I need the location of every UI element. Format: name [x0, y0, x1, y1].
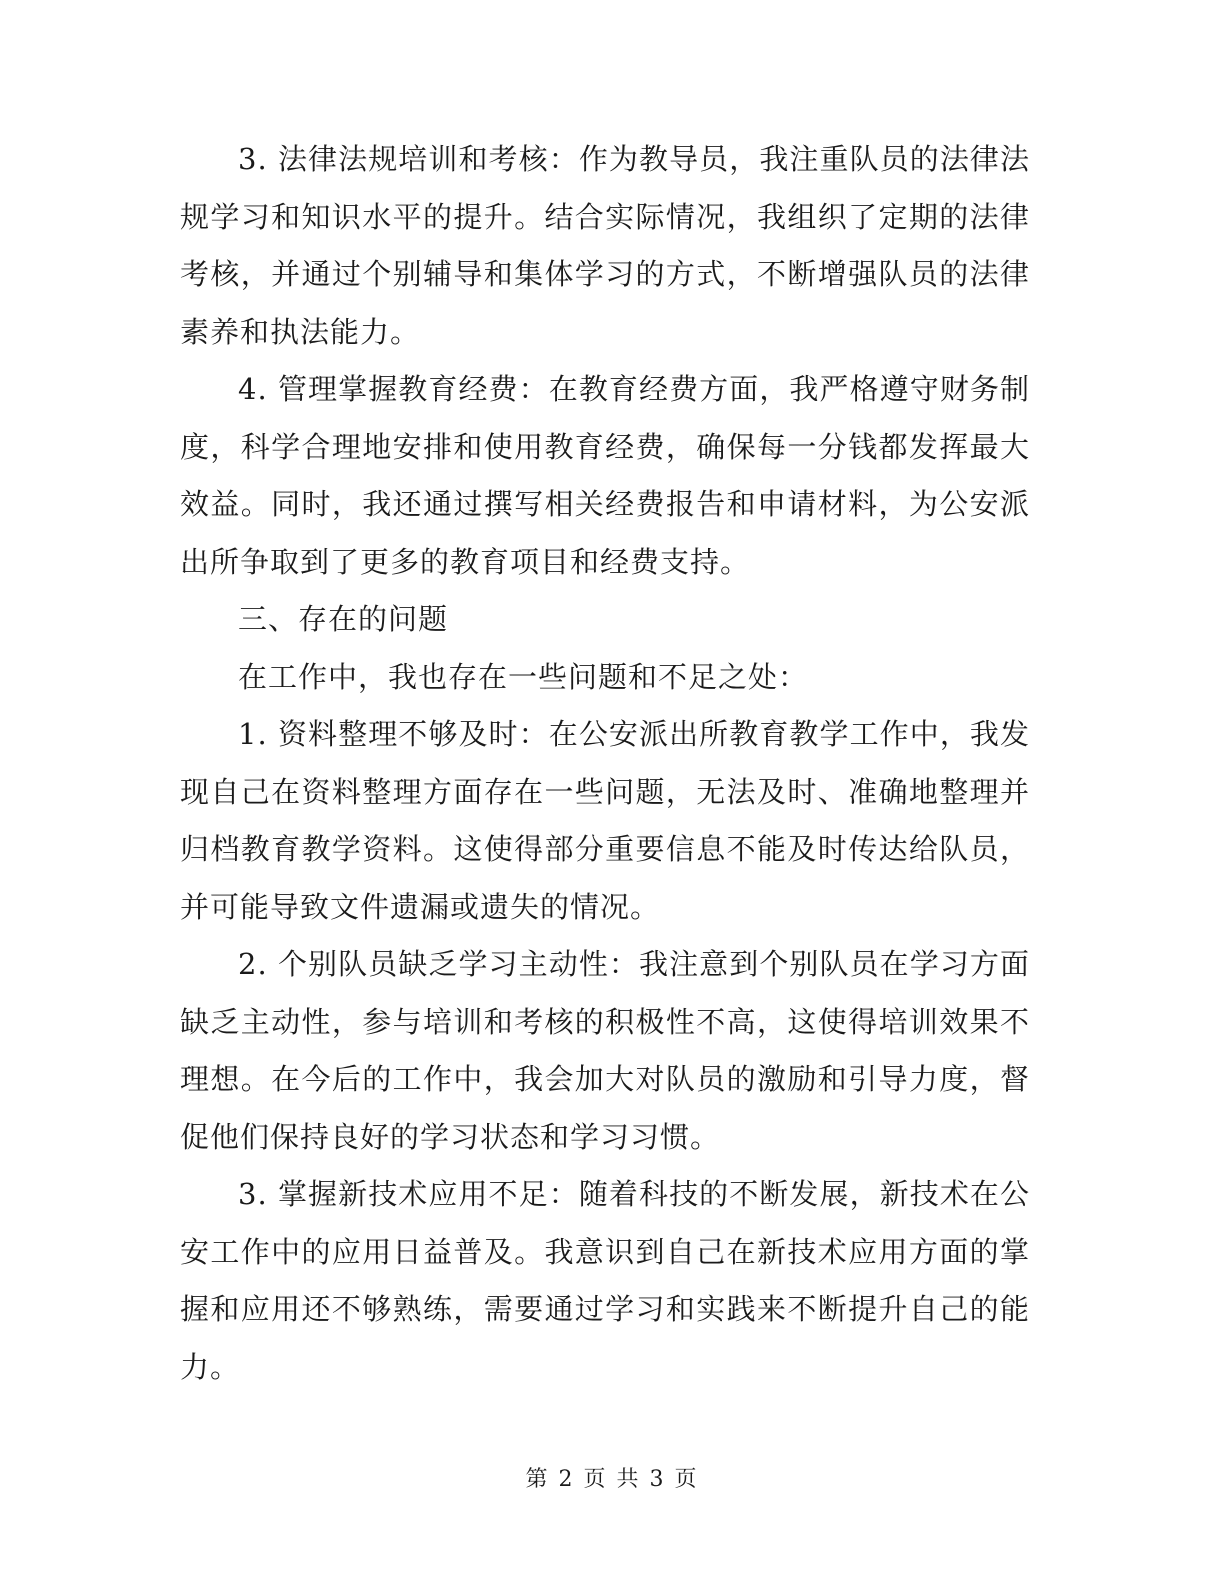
- paragraph-data-organization: 1. 资料整理不够及时：在公安派出所教育教学工作中，我发现自己在资料整理方面存在一些问题，无法及时、准确地整理并归档教育教学资料。这使得部分重要信息不能及时传达给队员，并可能导致文件遗漏或遗失的情况。: [180, 717, 1030, 924]
- paragraph-education-funds: 4. 管理掌握教育经费：在教育经费方面，我严格遵守财务制度，科学合理地安排和使用教育经费，确保每一分钱都发挥最大效益。同时，我还通过撰写相关经费报告和申请材料，为公安派出所争取到了更多的教育项目和经费支持。: [180, 372, 1030, 579]
- page-number-footer: 第 2 页 共 3 页: [525, 1467, 699, 1492]
- paragraph-learning-initiative: 2. 个别队员缺乏学习主动性：我注意到个别队员在学习方面缺乏主动性，参与培训和考核的积极性不高，这使得培训效果不理想。在今后的工作中，我会加大对队员的激励和引导力度，督促他们保持良好的学习状态和学习习惯。: [180, 947, 1030, 1154]
- paragraph-new-technology: 3. 掌握新技术应用不足：随着科技的不断发展，新技术在公安工作中的应用日益普及。我意识到自己在新技术应用方面的掌握和应用还不够熟练，需要通过学习和实践来不断提升自己的能力。: [180, 1177, 1030, 1384]
- paragraph-problems-intro: 在工作中，我也存在一些问题和不足之处：: [238, 659, 809, 694]
- document-body: [180, 131, 1030, 1396]
- section-heading-problems: 三、存在的问题: [238, 602, 449, 636]
- paragraph-legal-training: 3. 法律法规培训和考核：作为教导员，我注重队员的法律法规学习和知识水平的提升。结合实际情况，我组织了定期的法律考核，并通过个别辅导和集体学习的方式，不断增强队员的法律素养和执法能力。: [180, 142, 1030, 349]
